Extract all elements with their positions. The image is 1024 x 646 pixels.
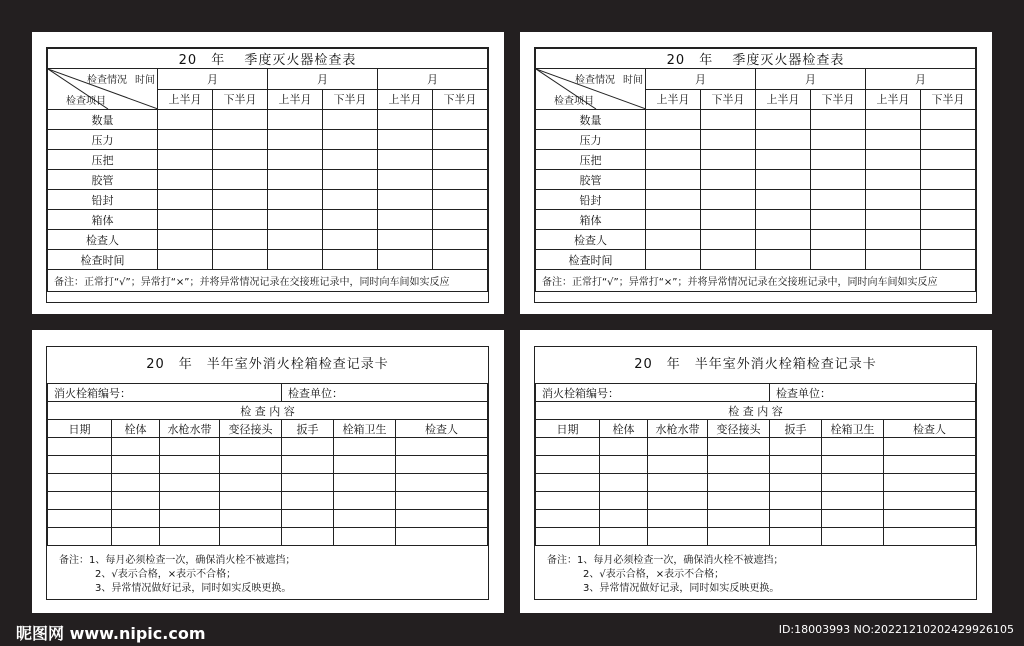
table-cell[interactable] (646, 130, 701, 150)
first-half-header: 上半月 (866, 89, 921, 110)
table-cell[interactable] (323, 230, 378, 250)
table-cell[interactable] (268, 170, 323, 190)
table-cell[interactable] (160, 438, 220, 456)
table-cell[interactable] (433, 130, 488, 150)
table-cell[interactable] (770, 510, 822, 528)
table-cell[interactable] (822, 456, 884, 474)
table-cell[interactable] (866, 110, 921, 130)
table-cell[interactable] (866, 190, 921, 210)
table-cell[interactable] (220, 438, 282, 456)
table-cell[interactable] (811, 130, 866, 150)
table-cell[interactable] (213, 130, 268, 150)
table-cell[interactable] (770, 474, 822, 492)
table-cell[interactable] (158, 250, 213, 270)
table-cell[interactable] (921, 110, 976, 130)
first-half-header: 上半月 (268, 89, 323, 110)
column-header: 变径接头 (708, 420, 770, 438)
table-cell[interactable] (600, 456, 648, 474)
table-cell[interactable] (811, 150, 866, 170)
first-half-header: 上半月 (378, 89, 433, 110)
first-half-header: 上半月 (158, 89, 213, 110)
table-cell[interactable] (701, 150, 756, 170)
table-row (48, 492, 488, 510)
table-row (48, 438, 488, 456)
table-cell[interactable] (708, 438, 770, 456)
extinguisher-card-left (32, 32, 504, 314)
table-cell[interactable] (536, 528, 600, 546)
table-cell[interactable] (756, 250, 811, 270)
column-header: 扳手 (282, 420, 334, 438)
month-header: 月 (866, 69, 976, 90)
table-cell[interactable] (600, 474, 648, 492)
table-row (536, 210, 976, 230)
hydrant-box-number-label: 消火栓箱编号： (536, 384, 770, 402)
month-header: 月 (756, 69, 866, 90)
table-row (536, 438, 976, 456)
table-cell[interactable] (48, 528, 112, 546)
hydrant-box-number-label: 消火栓箱编号： (48, 384, 282, 402)
table-cell[interactable] (701, 110, 756, 130)
diag-time-label: 时间 (623, 75, 643, 86)
table-cell[interactable] (600, 438, 648, 456)
table-cell[interactable] (648, 492, 708, 510)
table-cell[interactable] (213, 190, 268, 210)
row-label: 胶管 (536, 170, 646, 190)
hydrant-notes (535, 546, 976, 596)
table-cell[interactable] (282, 510, 334, 528)
first-half-header: 上半月 (756, 89, 811, 110)
table-cell[interactable] (921, 130, 976, 150)
table-cell[interactable] (282, 528, 334, 546)
extinguisher-title: 20 年 季度灭火器检查表 (536, 49, 976, 69)
table-cell[interactable] (708, 492, 770, 510)
column-header: 栓箱卫生 (822, 420, 884, 438)
table-cell[interactable] (282, 474, 334, 492)
column-header: 栓箱卫生 (334, 420, 396, 438)
table-cell[interactable] (220, 528, 282, 546)
table-cell[interactable] (160, 528, 220, 546)
table-cell[interactable] (884, 438, 976, 456)
hydrant-card-frame (534, 346, 977, 600)
table-cell[interactable] (811, 210, 866, 230)
table-row (536, 110, 976, 130)
table-cell[interactable] (213, 170, 268, 190)
table-cell[interactable] (158, 230, 213, 250)
table-cell[interactable] (396, 510, 488, 528)
table-cell[interactable] (756, 130, 811, 150)
hydrant-card-left (32, 330, 504, 613)
column-header: 检查人 (884, 420, 976, 438)
table-cell[interactable] (334, 492, 396, 510)
extinguisher-table (535, 48, 976, 292)
table-cell[interactable] (268, 230, 323, 250)
table-row (48, 210, 488, 230)
second-half-header: 下半月 (921, 89, 976, 110)
table-cell[interactable] (433, 150, 488, 170)
table-row (48, 170, 488, 190)
table-cell[interactable] (334, 456, 396, 474)
table-cell[interactable] (866, 210, 921, 230)
month-header: 月 (268, 69, 378, 90)
table-cell[interactable] (646, 250, 701, 270)
table-cell[interactable] (884, 510, 976, 528)
table-cell[interactable] (334, 528, 396, 546)
table-cell[interactable] (921, 150, 976, 170)
hydrant-title: 20 年 半年室外消火栓箱检查记录卡 (535, 347, 976, 384)
table-cell[interactable] (770, 528, 822, 546)
table-cell[interactable] (160, 492, 220, 510)
table-row (48, 130, 488, 150)
table-cell[interactable] (822, 528, 884, 546)
table-cell[interactable] (921, 250, 976, 270)
table-cell[interactable] (884, 528, 976, 546)
table-row (48, 190, 488, 210)
table-cell[interactable] (536, 438, 600, 456)
table-cell[interactable] (648, 474, 708, 492)
table-cell[interactable] (48, 456, 112, 474)
inspection-unit-label: 检查单位： (770, 384, 976, 402)
column-header: 变径接头 (220, 420, 282, 438)
table-cell[interactable] (378, 190, 433, 210)
table-cell[interactable] (701, 190, 756, 210)
table-row (48, 150, 488, 170)
table-cell[interactable] (378, 150, 433, 170)
note-line: 2、√表示合格，×表示不合格； (583, 569, 725, 580)
table-row (48, 510, 488, 528)
table-cell[interactable] (811, 170, 866, 190)
second-half-header: 下半月 (701, 89, 756, 110)
table-cell[interactable] (646, 210, 701, 230)
extinguisher-table-frame (46, 47, 489, 303)
note-line: 2、√表示合格，×表示不合格； (95, 569, 237, 580)
table-cell[interactable] (822, 510, 884, 528)
site-logo: 昵图网 www.nipic.com (16, 624, 206, 643)
table-cell[interactable] (433, 110, 488, 130)
diag-status-label: 检查情况 (575, 75, 615, 86)
hydrant-title: 20 年 半年室外消火栓箱检查记录卡 (47, 347, 488, 384)
table-cell[interactable] (268, 190, 323, 210)
table-cell[interactable] (268, 150, 323, 170)
table-row (536, 230, 976, 250)
table-cell[interactable] (646, 150, 701, 170)
hydrant-table (535, 384, 976, 546)
table-cell[interactable] (756, 190, 811, 210)
table-cell[interactable] (282, 492, 334, 510)
table-cell[interactable] (600, 510, 648, 528)
extinguisher-note: 备注：正常打“√”；异常打“×”；并将异常情况记录在交接班记录中，同时向车间如实反应 (48, 270, 488, 292)
column-header: 日期 (536, 420, 600, 438)
table-cell[interactable] (701, 210, 756, 230)
inspection-content-header: 检 查 内 容 (536, 402, 976, 420)
extinguisher-card-right (520, 32, 992, 314)
table-cell[interactable] (811, 110, 866, 130)
table-cell[interactable] (433, 210, 488, 230)
diag-status-label: 检查情况 (87, 75, 127, 86)
row-label: 铅封 (48, 190, 158, 210)
hydrant-card-frame (46, 346, 489, 600)
table-row (48, 230, 488, 250)
row-label: 铅封 (536, 190, 646, 210)
column-header: 水枪水带 (648, 420, 708, 438)
note-line: 备注：1、每月必须检查一次，确保消火栓不被遮挡； (59, 555, 296, 566)
table-cell[interactable] (396, 438, 488, 456)
diag-item-label: 检查项目 (554, 96, 594, 107)
table-cell[interactable] (884, 492, 976, 510)
row-label: 检查时间 (536, 250, 646, 270)
extinguisher-note: 备注：正常打“√”；异常打“×”；并将异常情况记录在交接班记录中，同时向车间如实反应 (536, 270, 976, 292)
table-cell[interactable] (213, 210, 268, 230)
table-cell[interactable] (378, 250, 433, 270)
watermark-footer (0, 617, 1024, 646)
table-cell[interactable] (396, 456, 488, 474)
table-cell[interactable] (822, 474, 884, 492)
diagonal-header (536, 69, 646, 110)
table-cell[interactable] (48, 474, 112, 492)
table-cell[interactable] (268, 210, 323, 230)
table-row (536, 510, 976, 528)
table-cell[interactable] (396, 528, 488, 546)
table-cell[interactable] (48, 492, 112, 510)
table-cell[interactable] (536, 492, 600, 510)
table-cell[interactable] (600, 492, 648, 510)
table-cell[interactable] (536, 510, 600, 528)
table-cell[interactable] (323, 210, 378, 230)
table-row (48, 474, 488, 492)
table-cell[interactable] (220, 474, 282, 492)
table-cell[interactable] (866, 170, 921, 190)
table-cell[interactable] (756, 230, 811, 250)
table-cell[interactable] (866, 250, 921, 270)
note-line: 备注：1、每月必须检查一次，确保消火栓不被遮挡； (547, 555, 784, 566)
table-cell[interactable] (921, 230, 976, 250)
table-cell[interactable] (866, 150, 921, 170)
table-cell[interactable] (282, 456, 334, 474)
row-label: 箱体 (48, 210, 158, 230)
row-label: 数量 (536, 110, 646, 130)
column-header: 扳手 (770, 420, 822, 438)
table-cell[interactable] (158, 110, 213, 130)
table-cell[interactable] (600, 528, 648, 546)
table-cell[interactable] (378, 110, 433, 130)
column-header: 日期 (48, 420, 112, 438)
table-cell[interactable] (708, 510, 770, 528)
table-cell[interactable] (648, 528, 708, 546)
row-label: 检查时间 (48, 250, 158, 270)
table-cell[interactable] (770, 456, 822, 474)
table-cell[interactable] (213, 150, 268, 170)
table-cell[interactable] (158, 150, 213, 170)
table-row (48, 110, 488, 130)
table-cell[interactable] (160, 474, 220, 492)
table-row (536, 150, 976, 170)
table-cell[interactable] (536, 474, 600, 492)
column-header: 检查人 (396, 420, 488, 438)
table-cell[interactable] (323, 250, 378, 270)
table-cell[interactable] (921, 190, 976, 210)
row-label: 数量 (48, 110, 158, 130)
second-half-header: 下半月 (323, 89, 378, 110)
note-line: 3、异常情况做好记录，同时如实反映更换。 (583, 583, 780, 594)
hydrant-table (47, 384, 488, 546)
table-cell[interactable] (756, 150, 811, 170)
table-cell[interactable] (701, 130, 756, 150)
table-row (536, 492, 976, 510)
table-row (48, 250, 488, 270)
month-header: 月 (646, 69, 756, 90)
table-cell[interactable] (822, 492, 884, 510)
table-cell[interactable] (433, 250, 488, 270)
table-row (48, 456, 488, 474)
second-half-header: 下半月 (433, 89, 488, 110)
table-cell[interactable] (646, 190, 701, 210)
table-cell[interactable] (822, 438, 884, 456)
table-cell[interactable] (701, 170, 756, 190)
column-header: 栓体 (600, 420, 648, 438)
inspection-unit-label: 检查单位： (282, 384, 488, 402)
table-cell[interactable] (323, 190, 378, 210)
table-cell[interactable] (378, 130, 433, 150)
table-cell[interactable] (866, 230, 921, 250)
table-cell[interactable] (396, 474, 488, 492)
extinguisher-table (47, 48, 488, 292)
table-cell[interactable] (48, 510, 112, 528)
table-cell[interactable] (708, 474, 770, 492)
month-header: 月 (158, 69, 268, 90)
table-cell[interactable] (921, 170, 976, 190)
column-header: 水枪水带 (160, 420, 220, 438)
table-cell[interactable] (433, 230, 488, 250)
table-cell[interactable] (756, 170, 811, 190)
table-cell[interactable] (268, 130, 323, 150)
table-cell[interactable] (334, 438, 396, 456)
table-cell[interactable] (48, 438, 112, 456)
table-cell[interactable] (770, 438, 822, 456)
table-cell[interactable] (646, 170, 701, 190)
table-cell[interactable] (334, 510, 396, 528)
table-cell[interactable] (433, 170, 488, 190)
hydrant-notes (47, 546, 488, 596)
table-cell[interactable] (220, 510, 282, 528)
row-label: 压力 (48, 130, 158, 150)
table-row (48, 528, 488, 546)
table-cell[interactable] (708, 528, 770, 546)
diagonal-header (48, 69, 158, 110)
table-cell[interactable] (536, 456, 600, 474)
table-cell[interactable] (112, 456, 160, 474)
table-cell[interactable] (648, 456, 708, 474)
table-cell[interactable] (282, 438, 334, 456)
table-cell[interactable] (756, 110, 811, 130)
table-row (536, 528, 976, 546)
table-cell[interactable] (213, 230, 268, 250)
table-cell[interactable] (323, 150, 378, 170)
table-cell[interactable] (811, 250, 866, 270)
table-cell[interactable] (158, 210, 213, 230)
table-cell[interactable] (112, 492, 160, 510)
table-cell[interactable] (433, 190, 488, 210)
row-label: 压把 (536, 150, 646, 170)
table-cell[interactable] (213, 250, 268, 270)
row-label: 胶管 (48, 170, 158, 190)
diag-item-label: 检查项目 (66, 96, 106, 107)
table-cell[interactable] (160, 510, 220, 528)
table-cell[interactable] (646, 230, 701, 250)
table-cell[interactable] (112, 474, 160, 492)
table-cell[interactable] (323, 130, 378, 150)
table-cell[interactable] (921, 210, 976, 230)
table-cell[interactable] (213, 110, 268, 130)
table-row (536, 456, 976, 474)
table-cell[interactable] (220, 456, 282, 474)
table-row (536, 250, 976, 270)
table-cell[interactable] (378, 210, 433, 230)
hydrant-card-right (520, 330, 992, 613)
table-cell[interactable] (770, 492, 822, 510)
table-row (536, 474, 976, 492)
column-header: 栓体 (112, 420, 160, 438)
table-cell[interactable] (112, 510, 160, 528)
table-cell[interactable] (701, 230, 756, 250)
table-cell[interactable] (811, 230, 866, 250)
table-cell[interactable] (158, 130, 213, 150)
table-cell[interactable] (708, 456, 770, 474)
table-row (536, 170, 976, 190)
table-cell[interactable] (112, 438, 160, 456)
second-half-header: 下半月 (811, 89, 866, 110)
table-cell[interactable] (756, 210, 811, 230)
table-cell[interactable] (323, 110, 378, 130)
row-label: 压力 (536, 130, 646, 150)
table-cell[interactable] (268, 110, 323, 130)
table-cell[interactable] (268, 250, 323, 270)
table-row (536, 130, 976, 150)
row-label: 检查人 (48, 230, 158, 250)
table-cell[interactable] (112, 528, 160, 546)
row-label: 压把 (48, 150, 158, 170)
table-cell[interactable] (158, 190, 213, 210)
table-cell[interactable] (646, 110, 701, 130)
table-cell[interactable] (378, 230, 433, 250)
table-cell[interactable] (220, 492, 282, 510)
table-cell[interactable] (811, 190, 866, 210)
table-cell[interactable] (884, 456, 976, 474)
inspection-content-header: 检 查 内 容 (48, 402, 488, 420)
table-cell[interactable] (884, 474, 976, 492)
month-header: 月 (378, 69, 488, 90)
table-cell[interactable] (323, 170, 378, 190)
table-cell[interactable] (334, 474, 396, 492)
diag-time-label: 时间 (135, 75, 155, 86)
extinguisher-table-frame (534, 47, 977, 303)
table-cell[interactable] (396, 492, 488, 510)
second-half-header: 下半月 (213, 89, 268, 110)
row-label: 箱体 (536, 210, 646, 230)
table-cell[interactable] (158, 170, 213, 190)
image-id-text: ID:18003993 NO:20221210202429926105 (778, 623, 1014, 636)
table-cell[interactable] (378, 170, 433, 190)
table-cell[interactable] (160, 456, 220, 474)
table-row (536, 190, 976, 210)
note-line: 3、异常情况做好记录，同时如实反映更换。 (95, 583, 292, 594)
table-cell[interactable] (648, 510, 708, 528)
row-label: 检查人 (536, 230, 646, 250)
first-half-header: 上半月 (646, 89, 701, 110)
extinguisher-title: 20 年 季度灭火器检查表 (48, 49, 488, 69)
table-cell[interactable] (701, 250, 756, 270)
table-cell[interactable] (648, 438, 708, 456)
table-cell[interactable] (866, 130, 921, 150)
